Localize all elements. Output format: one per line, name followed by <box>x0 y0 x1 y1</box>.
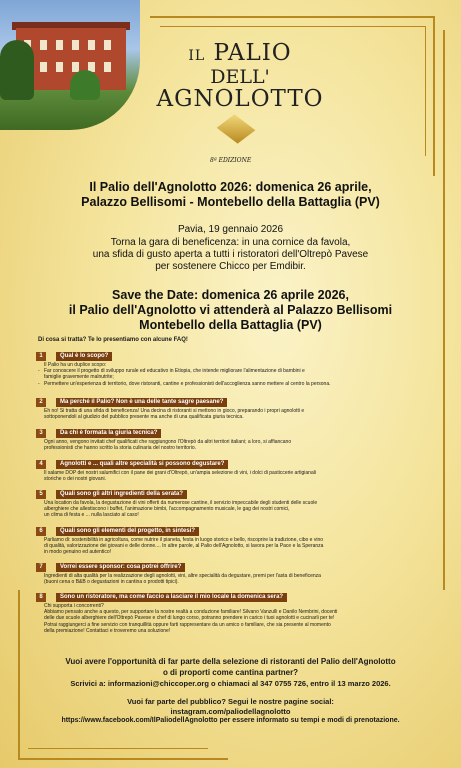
faq-number: 3 <box>36 429 46 438</box>
faq-number: 7 <box>36 563 46 572</box>
footer-line-4: Vuoi far parte del pubblico? Segui le nostre pagine social: <box>127 697 334 706</box>
footer-line-2: o di proporti come cantina partner? <box>162 668 299 677</box>
faq-question: Agnolotti e ... quali altre specialità si possono degustare? <box>56 460 228 469</box>
save-date-line-2: il Palio dell'Agnolotto vi attenderà al Palazzo Bellisomi <box>68 303 393 317</box>
intro-line-3: per sostenere Chicco per Emdibir. <box>155 261 306 272</box>
facebook-link[interactable]: https://www.facebook.com/IlPaliodellAgnolotto per essere informato su tempi e modi di prenotazione. <box>61 717 400 724</box>
faq-question: Qual è lo scopo? <box>56 352 112 361</box>
frame-line <box>160 26 426 27</box>
faq-question: Quali sono gli elementi del progetto, in sintesi? <box>56 527 199 536</box>
footer-contact[interactable]: Scrivici a: informazioni@chiccoper.org o chiamaci al 347 0755 726, entro il 13 marzo 2026. <box>70 679 391 688</box>
faq-answer: Il salame DOP dei nostri salumifici con il pane dei grani d'Oltrepò, un'ampia selezione di vini, i dolci di pasticcerie artigianali storiche o dei nostri giovani. <box>44 470 316 483</box>
faq-number: 4 <box>36 460 46 469</box>
faq-question: Ma perché il Palio? Non è una delle tante sagre paesane? <box>56 398 227 407</box>
faq-answer: Eh no! Si tratta di una sfida di beneficenza! Una decina di ristoranti si mettono in gioco, preparando i propri agnolotti e sottoponendoli al giudizio del pubblico presente ma anche di una qualificata giuria tecnica. <box>44 408 305 421</box>
palazzo-photo <box>0 0 140 130</box>
logo-subtitle: DELL' <box>210 66 270 88</box>
agnolotto-emblem-icon <box>217 114 256 143</box>
save-date-line-1: Save the Date: domenica 26 aprile 2026, <box>112 288 349 302</box>
faq-answer: Chi supporta i concorrenti? Abbiamo pensato anche a questo, per supportare la nostre realtà a conduzione familiare! Silvano Vanzulli e Danilo Nembrini, docenti delle due scuole alberghiere dell'Oltrepò Pavese e chef di lungo corso, potranno prendere in carico i tuoi agnolotti e cucinarli per te! Potrai raggiungerci a fine servizio con tranquillità oppure farti rappresentare da un amico o familiare, che sia presente al momento della premiazione! Contattaci e troveremo una soluzione! <box>44 603 338 634</box>
faq-question: Vorrei essere sponsor: cosa potrei offrire? <box>56 563 185 572</box>
footer-line-1: Vuoi avere l'opportunità di far parte della selezione di ristoranti del Palio dell'Agnolotto <box>65 657 396 666</box>
logo-name: AGNOLOTTO <box>156 86 324 112</box>
faq-answer: Il Palio ha un duplice scopo: - Far conoscere il progetto di sviluppo rurale ed educativo in Etiopia, che intende migliorare l'alimentazione di bambini e famiglie gravemente malnutrite; - Permettere un'esperienza di territorio, dove ristoranti, cantine e professionisti dell'accoglienza sanno mettere al centro la persona. <box>38 362 331 387</box>
faq-number: 2 <box>36 398 46 407</box>
faq-number: 5 <box>36 490 46 499</box>
frame-line <box>425 26 426 156</box>
frame-line <box>433 16 435 176</box>
frame-line <box>18 758 228 760</box>
instagram-link[interactable]: instagram.com/paliodellagnolotto <box>170 707 291 716</box>
frame-line <box>150 16 435 18</box>
intro-line-2: una sfida di gusto aperta a tutti i ristoratori dell'Oltrepò Pavese <box>92 249 369 260</box>
save-date-line-3: Montebello della Battaglia (PV) <box>139 318 322 332</box>
faq-answer: Ingredienti di alta qualità per la realizzazione degli agnolotti, vini, altre specialità da degustare, premi per l'asta di beneficenza (buoni cena o B&B o degustazioni in cantina o prodotti tipici). <box>44 573 321 586</box>
faq-intro: Di cosa si tratta? Te lo presentiamo con alcune FAQ! <box>38 337 188 343</box>
edition-label: 8ª EDIZIONE <box>210 157 252 164</box>
intro-line-1: Torna la gara di beneficenza: in una cornice da favola, <box>110 237 351 248</box>
dateline: Pavia, 19 gennaio 2026 <box>177 224 284 235</box>
faq-answer: Parliamo di: sostenibilità in agricoltura, come nutrire il pianeta, festa in luogo storico e bello, riscoprire la tradizione, cibo e vino di qualità, valorizzazione dei giovani e delle donne.... In altre parole, al Palio dell'Agnolotto, si lavora per la Pace e la Speranza in modo genuino ed autentico! <box>44 537 324 556</box>
faq-question: Da chi è formata la giuria tecnica? <box>56 429 161 438</box>
headline-line-1: Il Palio dell'Agnolotto 2026: domenica 26 aprile, <box>89 180 372 194</box>
faq-question: Sono un ristoratore, ma come faccio a lasciare il mio locale la domenica sera? <box>56 593 287 602</box>
frame-line <box>28 748 208 749</box>
logo-title: IL PALIO <box>188 40 292 66</box>
faq-answer: Ogni anno, vengono invitati chef qualificati che raggiungono l'Oltrepò da altri territori italiani; a loro, si affiancano professionisti che hanno scritto la storia culinaria del nostro territorio. <box>44 439 292 452</box>
faq-number: 1 <box>36 352 46 361</box>
faq-answer: Una location da favola, la degustazione di vini offerti da numerose cantine, il servizio impeccabile degli studenti delle scuole alberghiere che allestiscono i buffet, l'animazione bimbi, l'accompagnamento musicale, le gag dei nostri comici, un clima di festa e ... nulla lasciato al caso! <box>44 500 318 519</box>
faq-number: 8 <box>36 593 46 602</box>
faq-number: 6 <box>36 527 46 536</box>
headline-line-2: Palazzo Bellisomi - Montebello della Battaglia (PV) <box>81 195 380 209</box>
faq-question: Quali sono gli altri ingredienti della serata? <box>56 490 187 499</box>
